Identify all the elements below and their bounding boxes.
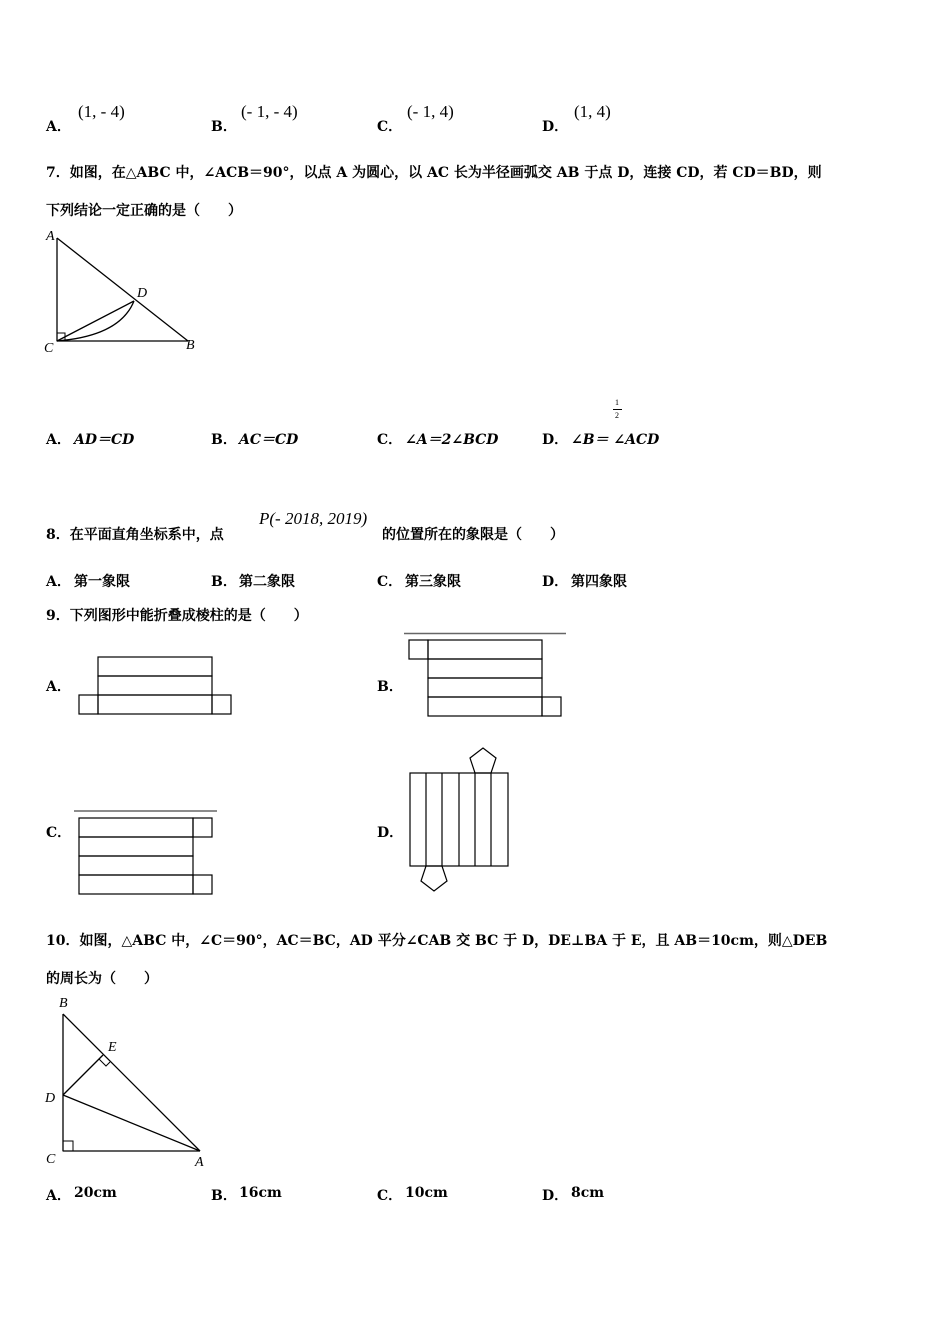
q9-net-b — [404, 632, 574, 718]
q9-net-a — [78, 656, 238, 718]
q7-option-a-text: AD＝CD — [74, 432, 135, 448]
q10-option-c-text: 10cm — [405, 1185, 448, 1201]
q8-point: P(- 2018, 2019) — [259, 509, 368, 528]
q6-option-b-letter: B． — [211, 119, 237, 135]
q8-option-c-text: 第三象限 — [405, 574, 461, 590]
q7-stem-line2: 下列结论一定正确的是（ ） — [46, 203, 242, 219]
q8-option-c-letter: C． — [377, 574, 403, 590]
q6-option-c-letter: C． — [377, 119, 403, 135]
q10-label-c: C — [46, 1152, 56, 1167]
q8-option-b-letter: B． — [211, 574, 237, 590]
q9-label-a: A． — [46, 679, 71, 695]
q9-net-c — [74, 809, 224, 895]
q7-option-b-letter: B． — [211, 432, 237, 448]
q10-label-e: E — [108, 1040, 117, 1055]
q8-option-d-text: 第四象限 — [571, 574, 627, 590]
q8-option-b-text: 第二象限 — [239, 574, 295, 590]
q10-option-b-text: 16cm — [239, 1185, 282, 1201]
q10-option-b-letter: B． — [211, 1188, 237, 1204]
q7-label-d: D — [137, 286, 148, 301]
q8-option-a-text: 第一象限 — [74, 574, 130, 590]
q6-option-d-value: (1, 4) — [574, 102, 611, 121]
q6-option-c-value: (- 1, 4) — [407, 102, 454, 121]
q10-label-d: D — [45, 1091, 56, 1106]
q7-label-c: C — [44, 341, 54, 356]
q7-fraction-bar — [613, 409, 622, 410]
q9-label-d: D． — [377, 825, 404, 841]
q9-label-b: B． — [377, 679, 403, 695]
q10-option-c-letter: C． — [377, 1188, 403, 1204]
q8-option-a-letter: A． — [46, 574, 71, 590]
q10-option-a-text: 20cm — [74, 1185, 117, 1201]
q8-stem-prefix: 8．在平面直角坐标系中，点 — [46, 527, 224, 543]
q10-option-d-text: 8cm — [571, 1185, 605, 1201]
q8-stem-suffix: 的位置所在的象限是（ ） — [382, 527, 564, 543]
q7-label-b: B — [186, 338, 195, 353]
q7-option-c-text: ∠A＝2∠BCD — [405, 432, 499, 448]
q7-option-b-text: AC＝CD — [239, 432, 299, 448]
q10-stem-line1: 10．如图，△ABC 中，∠C＝90°，AC＝BC，AD 平分∠CAB 交 BC 于 D，DE⊥BA 于 E，且 AB＝10cm，则△DEB — [46, 933, 828, 949]
q8-option-d-letter: D． — [542, 574, 569, 590]
q9-label-c: C． — [46, 825, 72, 841]
q7-option-d-text: ∠B＝ ∠ACD — [571, 432, 660, 448]
q7-option-d-letter: D． — [542, 432, 569, 448]
q7-stem-line1: 7．如图，在△ABC 中，∠ACB＝90°，以点 A 为圆心，以 AC 长为半径画弧交 AB 于点 D，连接 CD，若 CD＝BD，则 — [46, 165, 822, 181]
q7-fraction-denominator: 2 — [615, 411, 619, 420]
q7-option-c-letter: C． — [377, 432, 403, 448]
q10-option-a-letter: A． — [46, 1188, 71, 1204]
q9-net-d — [404, 745, 524, 895]
q9-stem: 9．下列图形中能折叠成棱柱的是（ ） — [46, 608, 308, 624]
q7-label-a: A — [46, 229, 55, 244]
q7-fraction-numerator: 1 — [615, 398, 619, 407]
q6-option-b-value: (- 1, - 4) — [241, 102, 298, 121]
q10-stem-line2: 的周长为（ ） — [46, 971, 158, 987]
q7-figure — [40, 226, 210, 356]
q7-option-a-letter: A． — [46, 432, 71, 448]
q10-option-d-letter: D． — [542, 1188, 569, 1204]
q10-figure — [40, 992, 220, 1170]
q6-option-d-letter: D． — [542, 119, 569, 135]
q6-option-a-value: (1, - 4) — [78, 102, 125, 121]
q10-label-a: A — [195, 1155, 204, 1170]
q6-option-a-letter: A． — [46, 119, 71, 135]
q10-label-b: B — [59, 996, 68, 1011]
